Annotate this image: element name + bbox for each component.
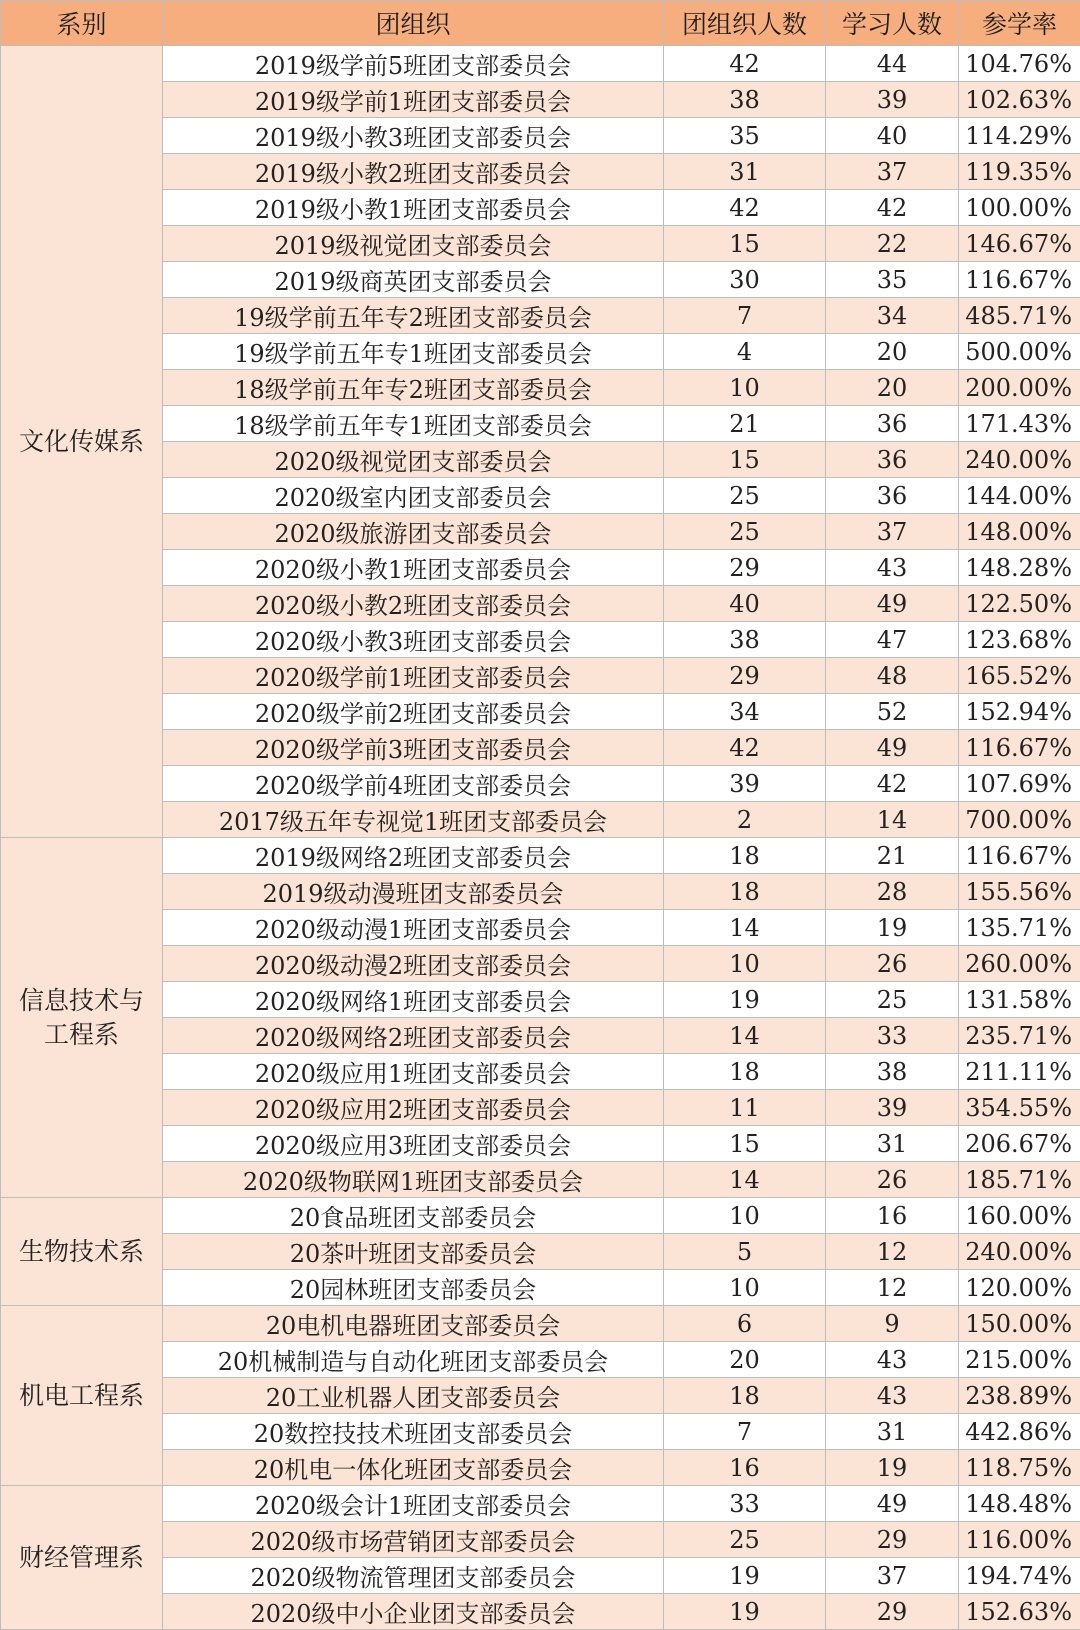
participation-rate-cell: 123.68% [959, 622, 1080, 658]
header-member-count: 团组织人数 [664, 1, 826, 46]
learner-count-cell: 29 [826, 1522, 959, 1558]
learner-count-cell: 39 [826, 1090, 959, 1126]
participation-rate-cell: 206.67% [959, 1126, 1080, 1162]
organization-cell: 2020级物流管理团支部委员会 [163, 1558, 664, 1594]
learner-count-cell: 37 [826, 1558, 959, 1594]
member-count-cell: 29 [664, 550, 826, 586]
organization-cell: 2020级网络1班团支部委员会 [163, 982, 664, 1018]
member-count-cell: 40 [664, 586, 826, 622]
organization-cell: 2020级小教3班团支部委员会 [163, 622, 664, 658]
member-count-cell: 6 [664, 1306, 826, 1342]
participation-rate-cell: 194.74% [959, 1558, 1080, 1594]
table-row [1, 1594, 1080, 1630]
header-participation-rate: 参学率 [959, 1, 1080, 46]
member-count-cell: 14 [664, 910, 826, 946]
member-count-cell: 7 [664, 298, 826, 334]
member-count-cell: 18 [664, 1378, 826, 1414]
table-row [1, 550, 1080, 586]
learner-count-cell: 44 [826, 46, 959, 82]
organization-cell: 2019级小教2班团支部委员会 [163, 154, 664, 190]
participation-rate-cell: 135.71% [959, 910, 1080, 946]
learner-count-cell: 33 [826, 1018, 959, 1054]
participation-rate-cell: 102.63% [959, 82, 1080, 118]
participation-rate-cell: 148.00% [959, 514, 1080, 550]
table-row [1, 910, 1080, 946]
member-count-cell: 42 [664, 190, 826, 226]
learner-count-cell: 43 [826, 1378, 959, 1414]
organization-cell: 2020级学前2班团支部委员会 [163, 694, 664, 730]
table-row [1, 982, 1080, 1018]
learner-count-cell: 25 [826, 982, 959, 1018]
organization-cell: 20工业机器人团支部委员会 [163, 1378, 664, 1414]
participation-rate-cell: 165.52% [959, 658, 1080, 694]
member-count-cell: 31 [664, 154, 826, 190]
member-count-cell: 20 [664, 1342, 826, 1378]
learner-count-cell: 49 [826, 1486, 959, 1522]
member-count-cell: 34 [664, 694, 826, 730]
learner-count-cell: 12 [826, 1234, 959, 1270]
organization-cell: 18级学前五年专1班团支部委员会 [163, 406, 664, 442]
member-count-cell: 14 [664, 1162, 826, 1198]
table-row [1, 46, 1080, 82]
table-row [1, 1270, 1080, 1306]
organization-cell: 2019级网络2班团支部委员会 [163, 838, 664, 874]
table-row [1, 370, 1080, 406]
organization-cell: 2020级应用1班团支部委员会 [163, 1054, 664, 1090]
participation-rate-cell: 171.43% [959, 406, 1080, 442]
member-count-cell: 2 [664, 802, 826, 838]
table-row [1, 118, 1080, 154]
organization-cell: 19级学前五年专1班团支部委员会 [163, 334, 664, 370]
learner-count-cell: 37 [826, 154, 959, 190]
table-row [1, 586, 1080, 622]
participation-rate-cell: 116.00% [959, 1522, 1080, 1558]
learner-count-cell: 19 [826, 910, 959, 946]
participation-rate-cell: 148.48% [959, 1486, 1080, 1522]
learner-count-cell: 21 [826, 838, 959, 874]
participation-rate-cell: 100.00% [959, 190, 1080, 226]
member-count-cell: 39 [664, 766, 826, 802]
member-count-cell: 35 [664, 118, 826, 154]
member-count-cell: 25 [664, 478, 826, 514]
department-cell: 机电工程系 [1, 1306, 163, 1486]
member-count-cell: 7 [664, 1414, 826, 1450]
learner-count-cell: 49 [826, 730, 959, 766]
member-count-cell: 42 [664, 730, 826, 766]
participation-rate-cell: 185.71% [959, 1162, 1080, 1198]
organization-cell: 2017级五年专视觉1班团支部委员会 [163, 802, 664, 838]
participation-rate-cell: 160.00% [959, 1198, 1080, 1234]
member-count-cell: 10 [664, 1198, 826, 1234]
learner-count-cell: 43 [826, 1342, 959, 1378]
table-row [1, 1018, 1080, 1054]
learner-count-cell: 48 [826, 658, 959, 694]
organization-cell: 2019级小教3班团支部委员会 [163, 118, 664, 154]
participation-rate-cell: 700.00% [959, 802, 1080, 838]
learner-count-cell: 14 [826, 802, 959, 838]
learner-count-cell: 9 [826, 1306, 959, 1342]
table-row [1, 406, 1080, 442]
header-learner-count: 学习人数 [826, 1, 959, 46]
table-row [1, 1378, 1080, 1414]
organization-cell: 2020级学前4班团支部委员会 [163, 766, 664, 802]
learner-count-cell: 22 [826, 226, 959, 262]
participation-rate-cell: 104.76% [959, 46, 1080, 82]
participation-rate-cell: 152.94% [959, 694, 1080, 730]
table-body [1, 46, 1080, 1630]
participation-rate-cell: 114.29% [959, 118, 1080, 154]
member-count-cell: 30 [664, 262, 826, 298]
organization-cell: 2019级视觉团支部委员会 [163, 226, 664, 262]
organization-cell: 2020级室内团支部委员会 [163, 478, 664, 514]
organization-cell: 2020级物联网1班团支部委员会 [163, 1162, 664, 1198]
table-row [1, 694, 1080, 730]
organization-cell: 2020级中小企业团支部委员会 [163, 1594, 664, 1630]
participation-rate-cell: 500.00% [959, 334, 1080, 370]
member-count-cell: 38 [664, 622, 826, 658]
organization-cell: 2020级应用3班团支部委员会 [163, 1126, 664, 1162]
table-row [1, 1450, 1080, 1486]
learner-count-cell: 16 [826, 1198, 959, 1234]
learner-count-cell: 40 [826, 118, 959, 154]
learner-count-cell: 39 [826, 82, 959, 118]
organization-cell: 20电机电器班团支部委员会 [163, 1306, 664, 1342]
organization-cell: 2020级应用2班团支部委员会 [163, 1090, 664, 1126]
participation-rate-cell: 131.58% [959, 982, 1080, 1018]
member-count-cell: 15 [664, 442, 826, 478]
organization-cell: 2019级小教1班团支部委员会 [163, 190, 664, 226]
participation-rate-cell: 122.50% [959, 586, 1080, 622]
table-row [1, 874, 1080, 910]
participation-rate-cell: 215.00% [959, 1342, 1080, 1378]
table-row [1, 802, 1080, 838]
table-row [1, 190, 1080, 226]
learner-count-cell: 31 [826, 1414, 959, 1450]
organization-cell: 2019级学前5班团支部委员会 [163, 46, 664, 82]
table-row [1, 82, 1080, 118]
learner-count-cell: 42 [826, 190, 959, 226]
table-row [1, 658, 1080, 694]
table-row [1, 730, 1080, 766]
organization-cell: 2020级动漫1班团支部委员会 [163, 910, 664, 946]
learner-count-cell: 34 [826, 298, 959, 334]
organization-cell: 2019级动漫班团支部委员会 [163, 874, 664, 910]
learner-count-cell: 49 [826, 586, 959, 622]
organization-cell: 2020级网络2班团支部委员会 [163, 1018, 664, 1054]
participation-rate-cell: 150.00% [959, 1306, 1080, 1342]
learner-count-cell: 47 [826, 622, 959, 658]
member-count-cell: 42 [664, 46, 826, 82]
participation-rate-cell: 442.86% [959, 1414, 1080, 1450]
learner-count-cell: 31 [826, 1126, 959, 1162]
table-row [1, 1090, 1080, 1126]
member-count-cell: 15 [664, 226, 826, 262]
organization-cell: 2020级学前1班团支部委员会 [163, 658, 664, 694]
table-row [1, 442, 1080, 478]
member-count-cell: 25 [664, 514, 826, 550]
department-cell: 信息技术与工程系 [1, 838, 163, 1198]
participation-rate-cell: 238.89% [959, 1378, 1080, 1414]
table-row [1, 1054, 1080, 1090]
learner-count-cell: 20 [826, 334, 959, 370]
member-count-cell: 11 [664, 1090, 826, 1126]
learner-count-cell: 52 [826, 694, 959, 730]
member-count-cell: 14 [664, 1018, 826, 1054]
table-row [1, 1414, 1080, 1450]
member-count-cell: 19 [664, 1558, 826, 1594]
organization-cell: 2020级小教2班团支部委员会 [163, 586, 664, 622]
organization-cell: 20机电一体化班团支部委员会 [163, 1450, 664, 1486]
participation-rate-cell: 107.69% [959, 766, 1080, 802]
member-count-cell: 21 [664, 406, 826, 442]
member-count-cell: 10 [664, 1270, 826, 1306]
member-count-cell: 10 [664, 370, 826, 406]
table-row [1, 1306, 1080, 1342]
learner-count-cell: 36 [826, 442, 959, 478]
learner-count-cell: 26 [826, 946, 959, 982]
department-cell: 生物技术系 [1, 1198, 163, 1306]
participation-rate-cell: 235.71% [959, 1018, 1080, 1054]
participation-rate-cell: 118.75% [959, 1450, 1080, 1486]
table-header-row [1, 1, 1080, 46]
organization-cell: 2020级旅游团支部委员会 [163, 514, 664, 550]
table-row [1, 1126, 1080, 1162]
learner-count-cell: 36 [826, 478, 959, 514]
department-cell: 文化传媒系 [1, 46, 163, 838]
learner-count-cell: 42 [826, 766, 959, 802]
table-row [1, 1522, 1080, 1558]
member-count-cell: 25 [664, 1522, 826, 1558]
department-cell: 财经管理系 [1, 1486, 163, 1630]
organization-cell: 2020级小教1班团支部委员会 [163, 550, 664, 586]
learner-count-cell: 12 [826, 1270, 959, 1306]
participation-rate-cell: 144.00% [959, 478, 1080, 514]
organization-cell: 18级学前五年专2班团支部委员会 [163, 370, 664, 406]
table-row [1, 838, 1080, 874]
participation-rate-cell: 146.67% [959, 226, 1080, 262]
organization-cell: 20数控技技术班团支部委员会 [163, 1414, 664, 1450]
organization-cell: 2020级视觉团支部委员会 [163, 442, 664, 478]
table-row [1, 262, 1080, 298]
participation-rate-cell: 119.35% [959, 154, 1080, 190]
organization-cell: 20茶叶班团支部委员会 [163, 1234, 664, 1270]
participation-rate-cell: 155.56% [959, 874, 1080, 910]
learner-count-cell: 37 [826, 514, 959, 550]
member-count-cell: 33 [664, 1486, 826, 1522]
organization-cell: 2020级会计1班团支部委员会 [163, 1486, 664, 1522]
member-count-cell: 18 [664, 874, 826, 910]
organization-cell: 20机械制造与自动化班团支部委员会 [163, 1342, 664, 1378]
header-department: 系别 [1, 1, 163, 46]
participation-rate-cell: 152.63% [959, 1594, 1080, 1630]
participation-rate-cell: 211.11% [959, 1054, 1080, 1090]
member-count-cell: 18 [664, 838, 826, 874]
member-count-cell: 5 [664, 1234, 826, 1270]
participation-rate-cell: 116.67% [959, 838, 1080, 874]
member-count-cell: 18 [664, 1054, 826, 1090]
header-organization: 团组织 [163, 1, 664, 46]
learner-count-cell: 38 [826, 1054, 959, 1090]
member-count-cell: 10 [664, 946, 826, 982]
table-row [1, 1198, 1080, 1234]
table-row [1, 514, 1080, 550]
member-count-cell: 38 [664, 82, 826, 118]
participation-rate-cell: 354.55% [959, 1090, 1080, 1126]
table-row [1, 946, 1080, 982]
organization-cell: 19级学前五年专2班团支部委员会 [163, 298, 664, 334]
member-count-cell: 15 [664, 1126, 826, 1162]
learner-count-cell: 29 [826, 1594, 959, 1630]
organization-cell: 2020级动漫2班团支部委员会 [163, 946, 664, 982]
participation-rate-cell: 200.00% [959, 370, 1080, 406]
participation-rate-cell: 120.00% [959, 1270, 1080, 1306]
organization-cell: 2020级学前3班团支部委员会 [163, 730, 664, 766]
learner-count-cell: 19 [826, 1450, 959, 1486]
participation-rate-cell: 116.67% [959, 262, 1080, 298]
learner-count-cell: 28 [826, 874, 959, 910]
learner-count-cell: 43 [826, 550, 959, 586]
learner-count-cell: 20 [826, 370, 959, 406]
member-count-cell: 19 [664, 1594, 826, 1630]
table-row [1, 622, 1080, 658]
table-row [1, 226, 1080, 262]
participation-rate-cell: 240.00% [959, 1234, 1080, 1270]
member-count-cell: 19 [664, 982, 826, 1018]
organization-cell: 2020级市场营销团支部委员会 [163, 1522, 664, 1558]
table-row [1, 1162, 1080, 1198]
participation-rate-cell: 260.00% [959, 946, 1080, 982]
member-count-cell: 4 [664, 334, 826, 370]
table-row [1, 766, 1080, 802]
participation-rate-cell: 148.28% [959, 550, 1080, 586]
organization-cell: 2019级学前1班团支部委员会 [163, 82, 664, 118]
participation-rate-cell: 485.71% [959, 298, 1080, 334]
table-row [1, 1234, 1080, 1270]
organization-cell: 20园林班团支部委员会 [163, 1270, 664, 1306]
organization-cell: 2019级商英团支部委员会 [163, 262, 664, 298]
member-count-cell: 16 [664, 1450, 826, 1486]
learner-count-cell: 26 [826, 1162, 959, 1198]
participation-rate-cell: 116.67% [959, 730, 1080, 766]
table-row [1, 1486, 1080, 1522]
table-row [1, 154, 1080, 190]
learner-count-cell: 35 [826, 262, 959, 298]
table-row [1, 334, 1080, 370]
participation-rate-cell: 240.00% [959, 442, 1080, 478]
table-row [1, 298, 1080, 334]
table-row [1, 1342, 1080, 1378]
learner-count-cell: 36 [826, 406, 959, 442]
member-count-cell: 29 [664, 658, 826, 694]
table-row [1, 478, 1080, 514]
organization-cell: 20食品班团支部委员会 [163, 1198, 664, 1234]
